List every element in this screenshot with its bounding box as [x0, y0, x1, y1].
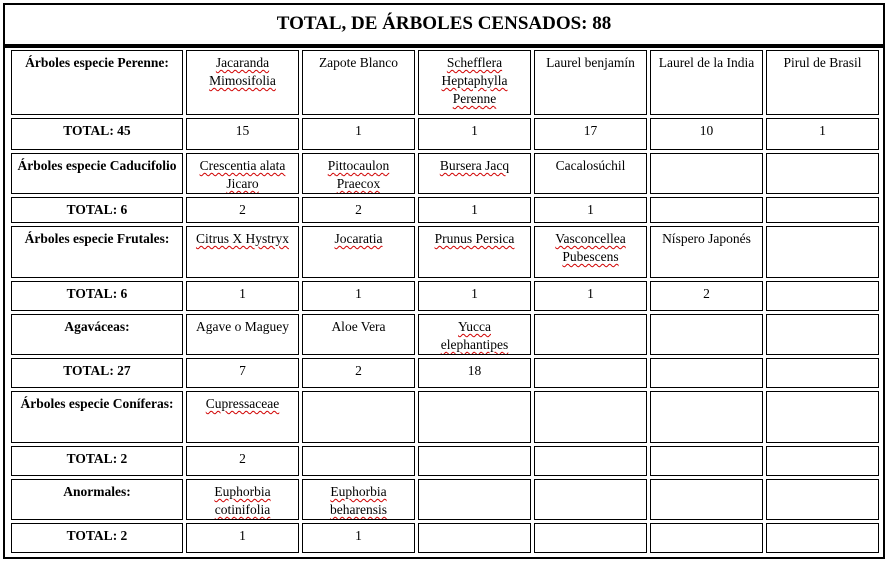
- table-row: [11, 226, 879, 278]
- species-cell: [650, 226, 763, 278]
- count-cell: 15: [186, 118, 299, 150]
- table-row: [11, 446, 879, 476]
- empty-cell: [418, 391, 531, 443]
- empty-cell: [302, 446, 415, 476]
- category-label: Árboles especie Coníferas:: [11, 391, 183, 443]
- species-cell: [650, 50, 763, 115]
- species-name: Agave o Maguey: [196, 319, 289, 334]
- count-cell: 1: [302, 118, 415, 150]
- count-cell: 1: [186, 523, 299, 553]
- species-name: Laurel benjamín: [546, 55, 635, 70]
- empty-cell: [650, 197, 763, 223]
- count-cell: 2: [650, 281, 763, 311]
- category-label: Agaváceas:: [11, 314, 183, 355]
- table-row: [11, 50, 879, 115]
- empty-cell: [534, 446, 647, 476]
- species-cell: [418, 50, 531, 115]
- empty-cell: [534, 391, 647, 443]
- species-name: Aloe Vera: [331, 319, 386, 334]
- species-cell: [418, 226, 531, 278]
- total-label: TOTAL: 6: [11, 197, 183, 223]
- species-cell: [418, 314, 531, 355]
- count-cell: 10: [650, 118, 763, 150]
- species-name: Jocaratia: [334, 231, 383, 246]
- category-label: Árboles especie Caducifolio: [11, 153, 183, 194]
- species-name: Pirul de Brasil: [783, 55, 862, 70]
- empty-cell: [766, 358, 879, 388]
- species-name: Bursera Jacq: [439, 158, 510, 173]
- species-name: Prunus Persica: [434, 231, 515, 246]
- species-name: Crescentia alata Jicaro: [199, 158, 286, 191]
- empty-cell: [650, 479, 763, 520]
- empty-cell: [418, 523, 531, 553]
- empty-cell: [766, 281, 879, 311]
- species-name: Pittocaulon Praecox: [327, 158, 390, 191]
- total-label: TOTAL: 6: [11, 281, 183, 311]
- species-cell: [302, 153, 415, 194]
- count-cell: 2: [186, 197, 299, 223]
- empty-cell: [534, 479, 647, 520]
- species-cell: [418, 153, 531, 194]
- empty-cell: [650, 523, 763, 553]
- category-label: Anormales:: [11, 479, 183, 520]
- count-cell: 2: [302, 358, 415, 388]
- species-cell: [186, 50, 299, 115]
- count-cell: 1: [302, 523, 415, 553]
- category-label: Árboles especie Perenne:: [11, 50, 183, 115]
- empty-cell: [766, 479, 879, 520]
- species-cell: [534, 153, 647, 194]
- table-row: [11, 358, 879, 388]
- species-name: Yucca elephantipes: [440, 319, 509, 352]
- count-cell: 1: [534, 281, 647, 311]
- empty-cell: [650, 391, 763, 443]
- species-name: Cacalosúchil: [555, 158, 626, 173]
- empty-cell: [302, 391, 415, 443]
- empty-cell: [534, 523, 647, 553]
- empty-cell: [766, 446, 879, 476]
- count-cell: 1: [186, 281, 299, 311]
- category-label: Árboles especie Frutales:: [11, 226, 183, 278]
- empty-cell: [418, 479, 531, 520]
- species-cell: [302, 50, 415, 115]
- table-row: [11, 523, 879, 553]
- table-row: [11, 479, 879, 520]
- species-name: Euphorbia cotinifolia: [214, 484, 271, 517]
- total-label: TOTAL: 2: [11, 523, 183, 553]
- count-cell: 1: [418, 281, 531, 311]
- empty-cell: [534, 314, 647, 355]
- species-name: Jacaranda Mimosifolia: [209, 55, 276, 88]
- total-label: TOTAL: 2: [11, 446, 183, 476]
- species-name: Cupressaceae: [205, 396, 280, 411]
- species-name: Schefflera Heptaphylla Perenne: [441, 55, 508, 106]
- species-name: Laurel de la India: [658, 55, 755, 70]
- species-cell: [766, 50, 879, 115]
- total-label: TOTAL: 27: [11, 358, 183, 388]
- species-cell: [302, 314, 415, 355]
- species-cell: [302, 226, 415, 278]
- count-cell: 2: [186, 446, 299, 476]
- table-row: [11, 153, 879, 194]
- species-name: Vasconcellea Pubescens: [555, 231, 626, 264]
- table-row: [11, 281, 879, 311]
- species-cell: [302, 479, 415, 520]
- empty-cell: [766, 314, 879, 355]
- species-name: Zapote Blanco: [318, 55, 399, 70]
- count-cell: 1: [766, 118, 879, 150]
- table-row: [11, 197, 879, 223]
- census-table: [8, 47, 882, 556]
- count-cell: 1: [418, 197, 531, 223]
- count-cell: 17: [534, 118, 647, 150]
- empty-cell: [650, 153, 763, 194]
- count-cell: 1: [418, 118, 531, 150]
- empty-cell: [766, 153, 879, 194]
- count-cell: 1: [534, 197, 647, 223]
- table-row: [11, 391, 879, 443]
- count-cell: 18: [418, 358, 531, 388]
- table-row: [11, 118, 879, 150]
- species-name: Citrus X Hystryx: [195, 231, 289, 246]
- species-cell: [186, 479, 299, 520]
- count-cell: 1: [302, 281, 415, 311]
- count-cell: 7: [186, 358, 299, 388]
- species-cell: [186, 153, 299, 194]
- empty-cell: [650, 446, 763, 476]
- species-cell: [186, 314, 299, 355]
- empty-cell: [766, 226, 879, 278]
- species-name: Níspero Japonés: [662, 231, 751, 246]
- empty-cell: [766, 197, 879, 223]
- total-label: TOTAL: 45: [11, 118, 183, 150]
- page-title: TOTAL, DE ÁRBOLES CENSADOS: 88: [276, 13, 612, 34]
- species-cell: [186, 226, 299, 278]
- species-cell: [186, 391, 299, 443]
- empty-cell: [534, 358, 647, 388]
- species-cell: [534, 50, 647, 115]
- empty-cell: [650, 358, 763, 388]
- empty-cell: [766, 391, 879, 443]
- empty-cell: [766, 523, 879, 553]
- count-cell: 2: [302, 197, 415, 223]
- census-table-body: [11, 50, 879, 553]
- empty-cell: [650, 314, 763, 355]
- table-row: [11, 314, 879, 355]
- species-name: Euphorbia beharensis: [330, 484, 387, 517]
- empty-cell: [418, 446, 531, 476]
- species-cell: [534, 226, 647, 278]
